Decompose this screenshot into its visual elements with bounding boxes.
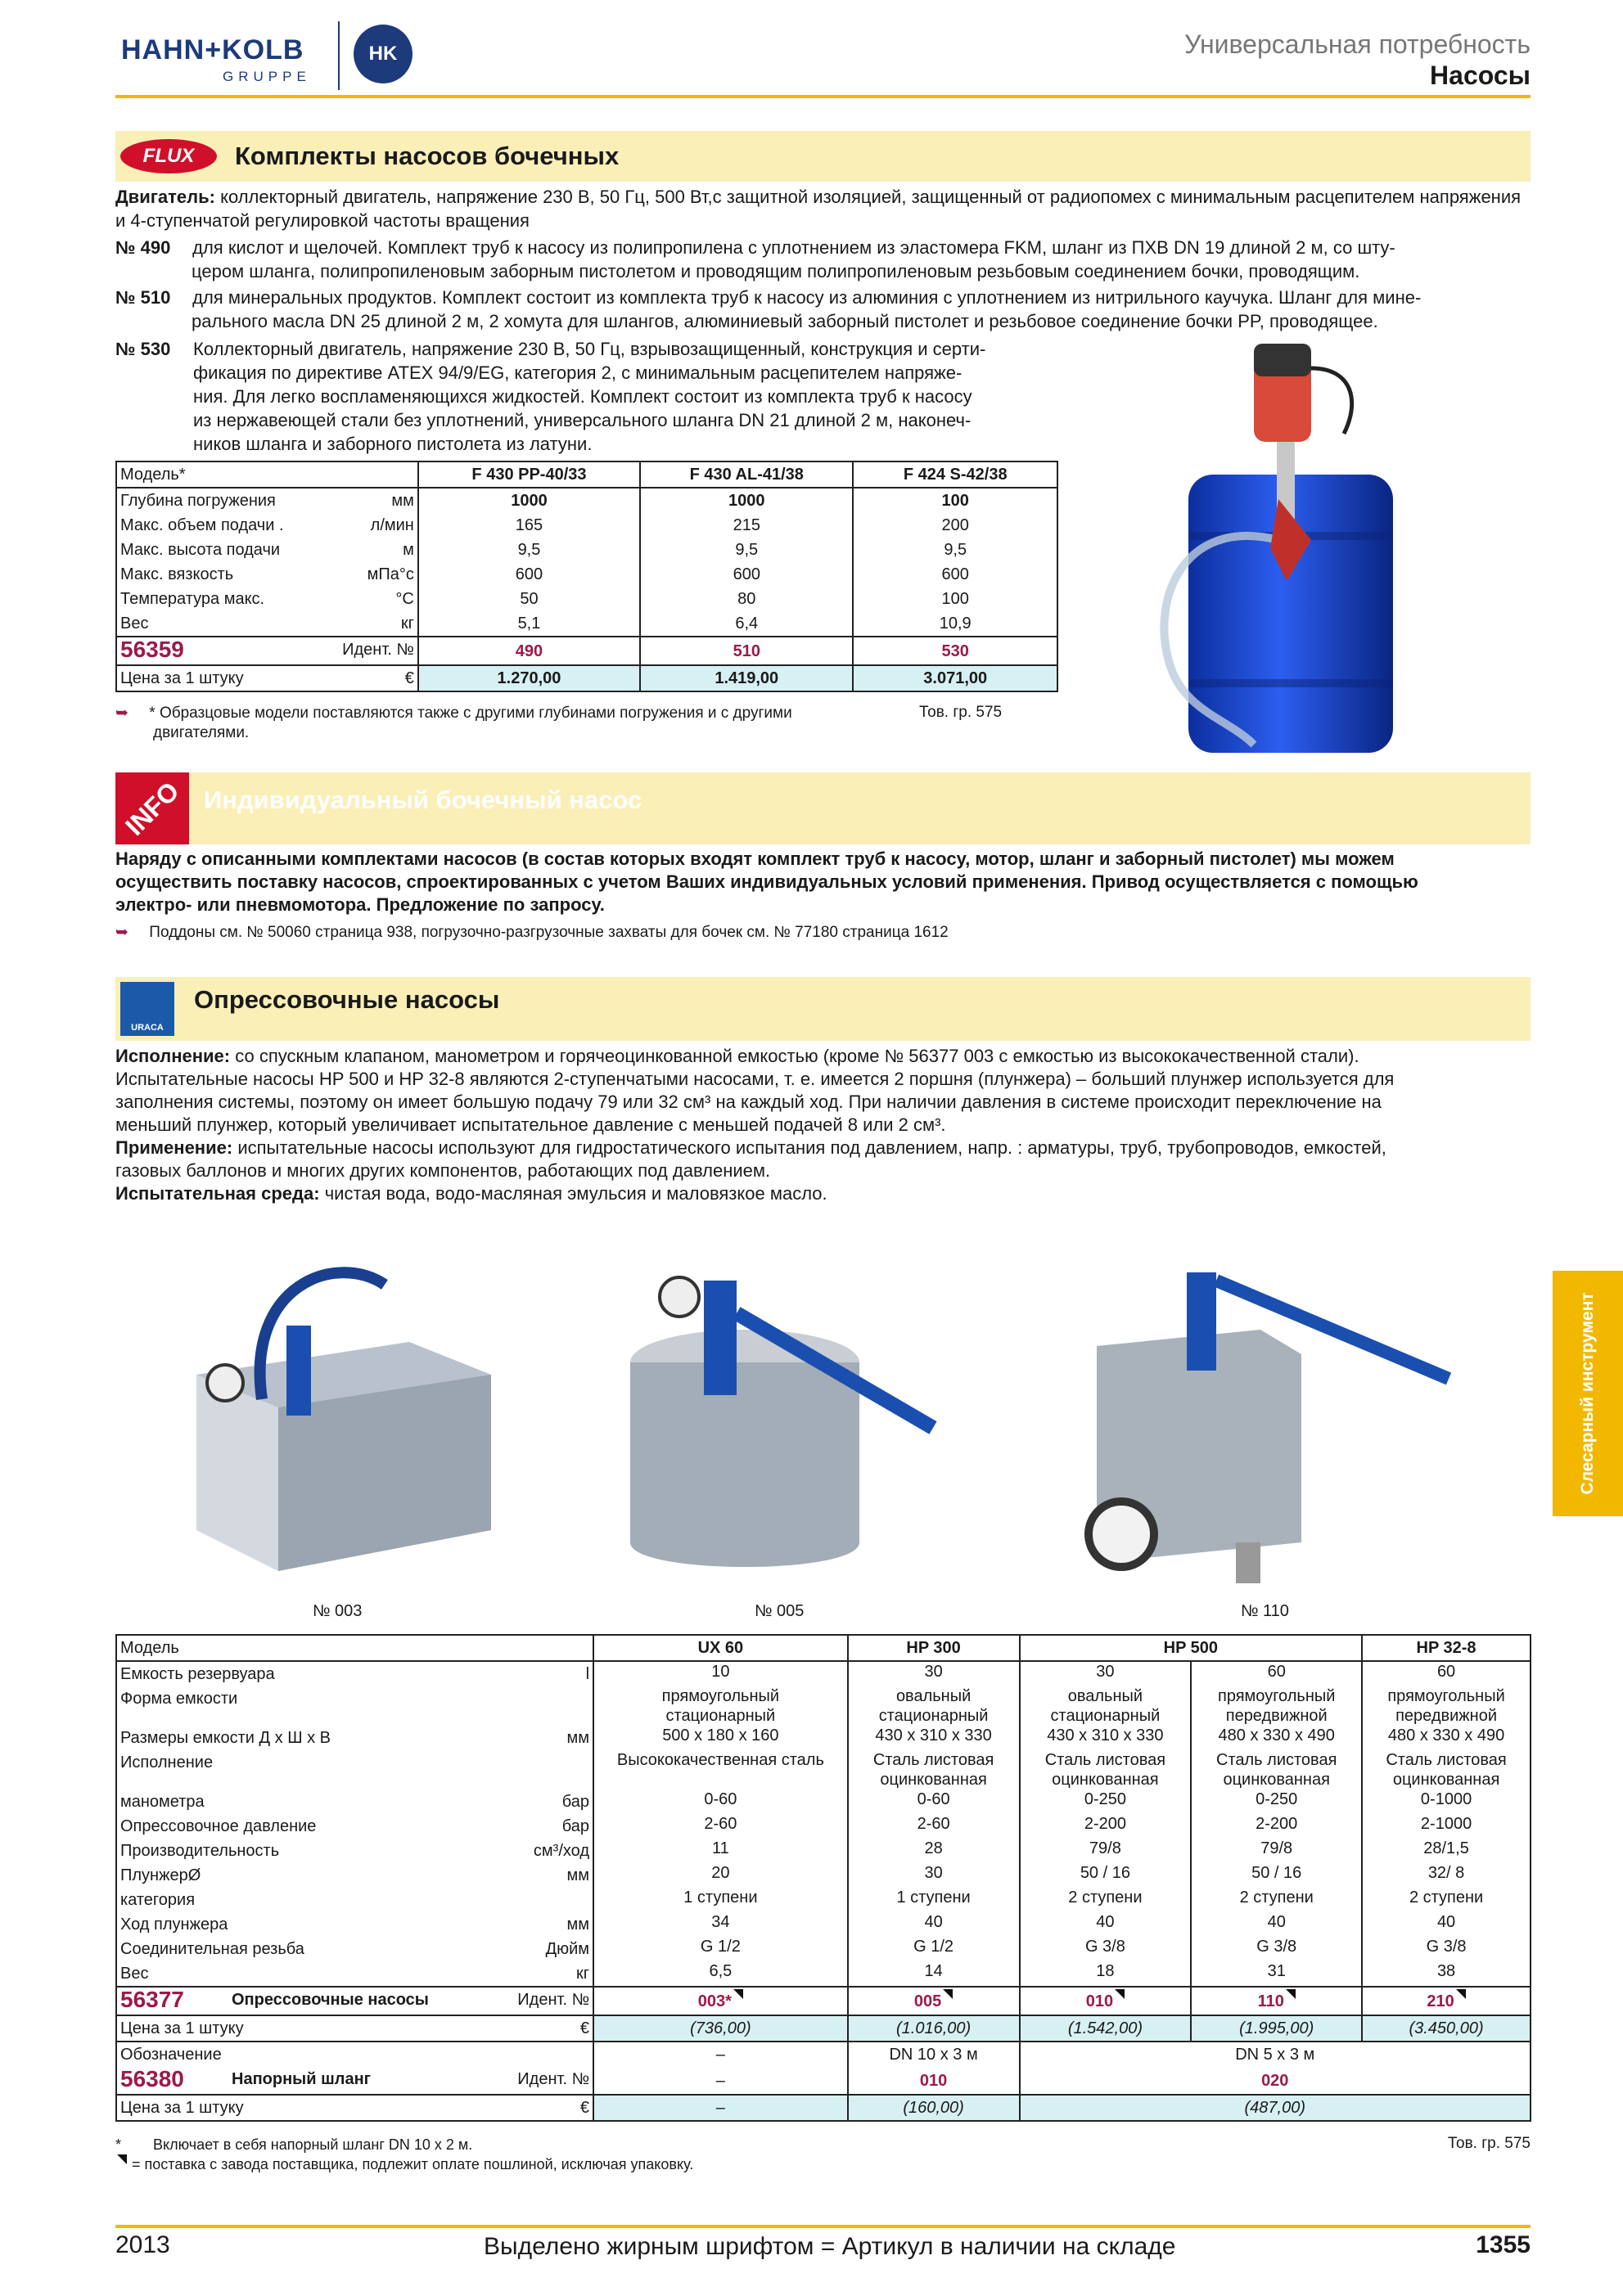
header-category: Универсальная потребность bbox=[1184, 29, 1531, 59]
model-col: F 430 AL-41/38 bbox=[640, 461, 853, 488]
item-530-line: ников шланга и заборного пистолета из латуни. bbox=[193, 434, 593, 454]
table-row: категория 1 ступени 1 ступени 2 ступени 2 ступени 2 ступени bbox=[116, 1888, 1531, 1912]
model-header: Модель* bbox=[120, 466, 186, 484]
order-code: 005 bbox=[848, 1987, 1020, 2015]
product-group: Тов. гр. 575 bbox=[919, 704, 1003, 721]
table-row: Ход плунжера мм 34 40 40 40 40 bbox=[116, 1912, 1531, 1937]
order-code: 003* bbox=[593, 1987, 848, 2015]
info-badge: INFO bbox=[115, 772, 189, 844]
factory-delivery-icon bbox=[117, 2154, 127, 2164]
item-number: № 490 bbox=[115, 237, 171, 258]
order-code: 530 bbox=[853, 637, 1057, 665]
price: 3.071,00 bbox=[853, 665, 1057, 691]
table-row: Макс. вязкость мПа°с 600 600 600 bbox=[116, 562, 1057, 587]
ident-row: 56380 Напорный шланг Идент. № – 010 020 bbox=[116, 2067, 1531, 2095]
motor-label: Двигатель: bbox=[115, 187, 215, 207]
arrow-right-icon: ➥ bbox=[115, 705, 128, 722]
item-text: для минеральных продуктов. Комплект состоит из комплекта труб к насосу из алюминия с уплотнением из нитрильного каучука. Шланг для мине- bbox=[192, 287, 1422, 308]
uraca-brand-badge: URACA bbox=[120, 982, 174, 1036]
flux-brand-badge: FLUX bbox=[120, 139, 217, 173]
barrel-pump-spec-table bbox=[115, 461, 1058, 692]
price-row: Цена за 1 штуку € 1.270,00 1.419,00 3.071,00 bbox=[116, 665, 1057, 691]
item-530-line: из нержавеющей стали без уплотнений, универсального шланга DN 21 длиной 2 м, наконеч- bbox=[193, 410, 972, 430]
cross-reference: ➥ Поддоны см. № 50060 страница 938, погрузочно-разгрузочные захваты для бочек см. № 77180 страница 1612 bbox=[115, 924, 949, 941]
model-col: F 424 S-42/38 bbox=[853, 461, 1057, 488]
test-pump-spec-table bbox=[115, 1634, 1531, 2122]
table-row: Вес кг 6,5 14 18 31 38 bbox=[116, 1961, 1531, 1987]
logo-divider bbox=[338, 21, 340, 90]
table-row: Температура макс. °C 50 80 100 bbox=[116, 587, 1057, 611]
section-title: Индивидуальный бочечный насос bbox=[204, 786, 642, 814]
footer-note: Выделено жирным шрифтом = Артикул в наличии на складе bbox=[484, 2233, 1176, 2260]
price-row: Цена за 1 штуку € (736,00) (1.016,00) (1.542,00) (1.995,00) (3.450,00) bbox=[116, 2015, 1531, 2042]
item-530 bbox=[115, 337, 1098, 456]
image-caption: № 110 bbox=[1241, 1602, 1289, 1620]
pump-110-image bbox=[1072, 1256, 1465, 1591]
ident-row: 56359 Идент. № 490 510 530 bbox=[116, 637, 1057, 665]
footer-rule bbox=[115, 2225, 1531, 2228]
order-code: 010 bbox=[1020, 1987, 1192, 2015]
section-header-barrel-pumps bbox=[115, 131, 1531, 182]
table-row: Глубина погружения мм 1000 1000 100 bbox=[116, 488, 1057, 513]
section-header-test-pumps bbox=[115, 977, 1531, 1041]
item-text: для кислот и щелочей. Комплект труб к насосу из полипропилена с уплотнением из эластомера FKM, шланг из ПХВ DN 19 длиной 2 м, со шту- bbox=[192, 237, 1395, 258]
order-code: 110 bbox=[1191, 1987, 1362, 2015]
pump-003-image bbox=[188, 1236, 499, 1579]
table-footnote: ➥ * Образцовые модели поставляются также с другими глубинами погружения и с другими двигателями. bbox=[115, 705, 792, 741]
table-row: Опрессовочное давление бар 2-60 2-60 2-200 2-200 2-1000 bbox=[116, 1814, 1531, 1839]
item-text-cont: рального масла DN 25 длиной 2 м, 2 хомута для шлангов, алюминиевый заборный пистолет и резьбовое соединение бочки PP, проводящее. bbox=[192, 311, 1378, 331]
pump-005-image bbox=[622, 1264, 949, 1583]
motor-text: коллекторный двигатель, напряжение 230 В, 50 Гц, 500 Вт,с защитной изоляцией, защищенный от радиопомех с минимальным расцепителем напряжения и 4-ступенчатой регулировкой частоты вращения bbox=[115, 187, 1522, 231]
item-530-line: Коллекторный двигатель, напряжение 230 В, 50 Гц, взрывозащищенный, конструкция и серти- bbox=[193, 339, 986, 359]
table-row: Макс. объем подачи . л/мин 165 215 200 bbox=[116, 513, 1057, 538]
brand-logo-mark: HK bbox=[354, 25, 413, 83]
table-row: Размеры емкости Д x Ш x В мм 500 x 180 x 160 430 x 310 x 330 430 x 310 x 330 480 x 330 x 490 480 x 330 x 490 bbox=[116, 1726, 1531, 1750]
order-code: 210 bbox=[1362, 1987, 1531, 2015]
ident-number: 56359 bbox=[120, 637, 184, 662]
custom-pump-text: Наряду с описанными комплектами насосов (в состав которых входят комплект труб к насосу, мотор, шланг и заборный пистолет) мы можем осуществить поставку насосов, спроектированных с учетом Ваших индивидуальных условий применения. Привод осуществляется с помощью электро- или пневмомотора. Предложение по запросу. bbox=[115, 849, 1418, 915]
table-row: Производительность см³/ход 11 28 79/8 79/8 28/1,5 bbox=[116, 1839, 1531, 1863]
table-row: ПлунжерØ мм 20 30 50 / 16 50 / 16 32/ 8 bbox=[116, 1863, 1531, 1888]
brand-logo-subtitle: GRUPPE bbox=[223, 69, 311, 84]
price: 1.270,00 bbox=[418, 665, 640, 691]
item-number: № 510 bbox=[115, 287, 171, 308]
brand-logo-text: HAHN+KOLB bbox=[121, 34, 304, 65]
item-510 bbox=[115, 286, 1531, 333]
item-530-line: ния. Для легко воспламеняющихся жидкостей. Комплект состоит из комплекта труб к насосу bbox=[193, 386, 972, 407]
ident-row: 56377 Опрессовочные насосы Идент. № 003* 005 010 110 210 bbox=[116, 1987, 1531, 2015]
table-row: Соединительная резьба Дюйм G 1/2 G 1/2 G 3/8 G 3/8 G 3/8 bbox=[116, 1937, 1531, 1961]
image-caption: № 003 bbox=[313, 1602, 363, 1620]
price: 1.419,00 bbox=[640, 665, 853, 691]
table-row: манометра бар 0-60 0-60 0-250 0-250 0-1000 bbox=[116, 1790, 1531, 1814]
barrel-pump-image bbox=[1156, 335, 1418, 753]
model-row: Модель UX 60 HP 300 HP 500 HP 32-8 bbox=[116, 1635, 1531, 1661]
table-row: Форма емкости прямоугольный стационарный овальный стационарный овальный стационарный прямоугольный передвижной прямоугольный передвижной bbox=[116, 1686, 1531, 1726]
image-caption: № 005 bbox=[755, 1602, 805, 1620]
side-tab[interactable]: Слесарный инструмент bbox=[1553, 1271, 1623, 1516]
section-title: Комплекты насосов бочечных bbox=[235, 142, 620, 170]
motor-description bbox=[115, 185, 1531, 232]
price-row: Цена за 1 штуку € – (160,00) (487,00) bbox=[116, 2095, 1531, 2121]
item-490 bbox=[115, 236, 1531, 283]
arrow-right-icon: ➥ bbox=[115, 924, 128, 941]
item-text-cont: цером шланга, полипропиленовым заборным пистолетом и проводящим полипропиленовым резьбовым соединением бочки, проводящим. bbox=[192, 261, 1360, 281]
header-title: Насосы bbox=[1430, 61, 1531, 90]
table-row: Вес кг 5,1 6,4 10,9 bbox=[116, 611, 1057, 637]
header-rule bbox=[115, 95, 1531, 98]
product-group: Тов. гр. 575 bbox=[1447, 2135, 1531, 2152]
table-row: Емкость резервуара l 10 30 30 60 60 bbox=[116, 1661, 1531, 1686]
item-number: № 530 bbox=[115, 339, 171, 359]
table-row: Исполнение Высококачественная сталь Сталь листовая оцинкованная Сталь листовая оцинкованная Сталь листовая оцинкованная Сталь листовая оцинкованная bbox=[116, 1750, 1531, 1790]
table-row: Макс. высота подачи м 9,5 9,5 9,5 bbox=[116, 538, 1057, 562]
page-number: 1355 bbox=[1476, 2231, 1531, 2258]
item-530-line: фикация по директиве ATEX 94/9/EG, категория 2, с минимальным расцепителем напряже- bbox=[193, 362, 963, 383]
section-header-custom-pump bbox=[115, 772, 1531, 844]
order-code: 490 bbox=[418, 637, 640, 665]
order-code: 510 bbox=[640, 637, 853, 665]
table2-footnotes: * Включает в себя напорный шланг DN 10 x 2 м. = поставка с завода поставщика, подлежит оплате пошлиной, исключая упаковку. bbox=[115, 2136, 694, 2172]
model-col: F 430 PP-40/33 bbox=[418, 461, 640, 488]
test-pump-description: Исполнение: со спускным клапаном, манометром и горячеоцинкованной емкостью (кроме № 56377 003 с емкостью из высококачественной стали). Испытательные насосы HP 500 и HP 32-8 являются 2-ступенчатыми насосами, т. е. имеется 2 поршня (плунжера) – больший плунжер используется для заполнения системы, поэтому он имеет большую подачу 79 или 32 см³ на каждый ход. При наличии давления в системе происходит переключение на меньший плунжер, который увеличивает испытательное давление с меньшей подачей 8 или 2 см³. Применение: испытательные насосы используют для гидростатического испытания под давлением, напр. : арматуры, труб, трубопроводов, емкостей, газовых баллонов и многих других компонентов, работающих под давлением. Испытательная среда: чистая вода, водо-масляная эмульсия и маловязкое масло. bbox=[115, 1046, 1395, 1204]
designation-row: Обозначение – DN 10 x 3 м DN 5 x 3 м bbox=[116, 2042, 1531, 2067]
section-title: Опрессовочные насосы bbox=[194, 985, 500, 1014]
footer-year: 2013 bbox=[115, 2231, 170, 2258]
